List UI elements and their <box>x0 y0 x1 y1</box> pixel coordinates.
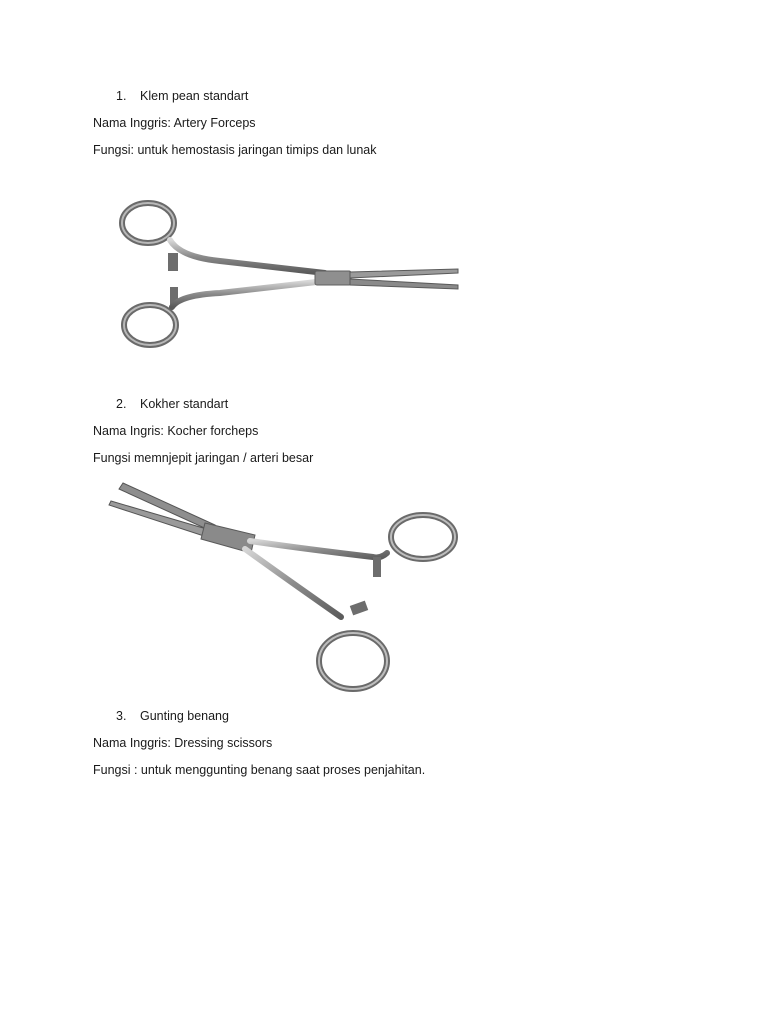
item-english-name: Nama Ingris: Kocher forcheps <box>93 424 259 438</box>
item-function: Fungsi: untuk hemostasis jaringan timips dan lunak <box>93 143 377 157</box>
item-function: Fungsi : untuk menggunting benang saat proses penjahitan. <box>93 763 426 777</box>
item-number: 2. <box>116 397 127 411</box>
item-title: Gunting benang <box>140 709 229 723</box>
item-english-name: Nama Inggris: Artery Forceps <box>93 116 256 130</box>
item-number: 1. <box>116 89 127 103</box>
item-title: Kokher standart <box>140 397 229 411</box>
item-number: 3. <box>116 709 127 723</box>
item-function: Fungsi memnjepit jaringan / arteri besar <box>93 451 314 465</box>
item-title: Klem pean standart <box>140 89 249 103</box>
kocher-forceps-image <box>105 475 465 700</box>
item-english-name: Nama Inggris: Dressing scissors <box>93 736 273 750</box>
artery-forceps-image <box>110 195 470 365</box>
